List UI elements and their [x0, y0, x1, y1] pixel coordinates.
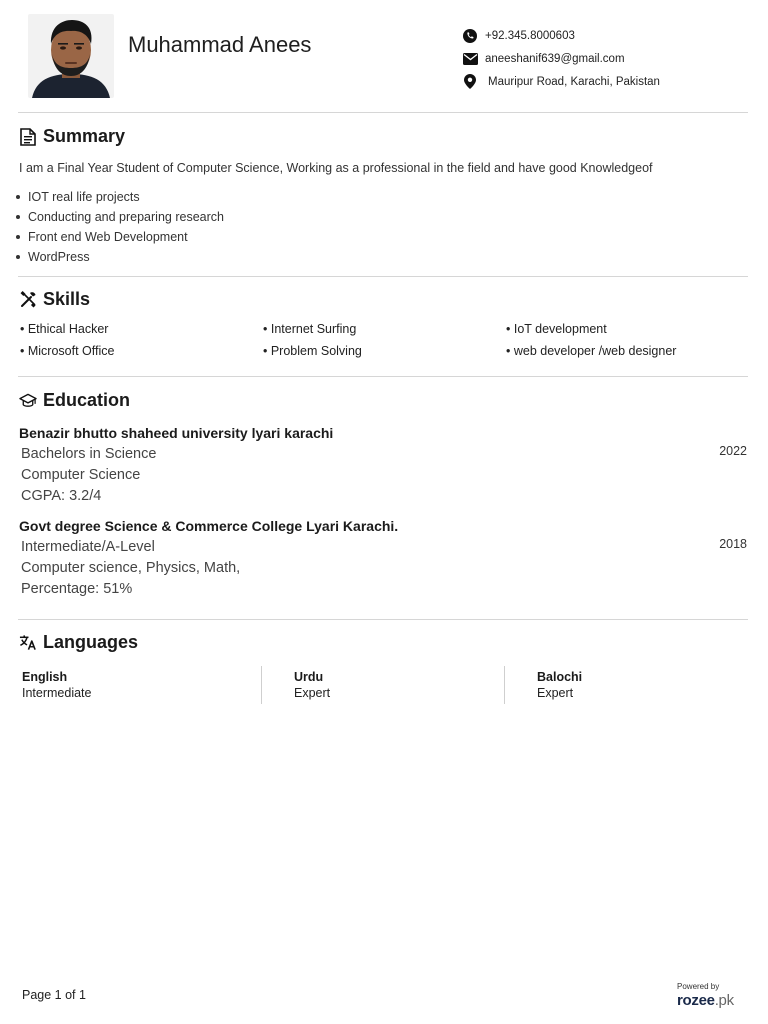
edu-degree: Bachelors in Science — [21, 446, 157, 462]
language-level: Expert — [537, 686, 574, 700]
skill-item: • web developer /web designer — [506, 344, 677, 358]
bullet-dot — [16, 215, 20, 219]
edu-degree: Intermediate/A-Level — [21, 539, 155, 555]
language-name: Urdu — [294, 670, 324, 684]
page-number: Page 1 of 1 — [22, 988, 86, 1002]
summary-points — [16, 187, 224, 267]
education-entry — [19, 515, 749, 600]
profile-photo — [28, 14, 114, 98]
contact-phone — [462, 24, 660, 47]
phone-number[interactable]: +92.345.8000603 — [485, 29, 575, 42]
edu-year: 2022 — [719, 444, 747, 458]
skills-grid — [20, 320, 750, 360]
contact-info — [462, 24, 660, 93]
education-entry — [19, 422, 749, 507]
language-name: Balochi — [537, 670, 583, 684]
resume-header — [0, 0, 768, 112]
email-address[interactable]: aneeshanif639@gmail.com — [485, 52, 625, 65]
edu-grade: CGPA: 3.2/4 — [21, 488, 102, 504]
edu-school: Govt degree Science & Commerce College Lyari Karachi. — [19, 518, 399, 534]
powered-by-label: Powered by — [677, 982, 720, 991]
languages-title: Languages — [43, 632, 139, 652]
language-item — [262, 666, 504, 704]
summary-heading — [19, 126, 125, 147]
translate-icon — [19, 634, 37, 652]
email-icon — [462, 51, 478, 67]
phone-icon — [462, 28, 478, 44]
list-item: WordPress — [16, 247, 224, 267]
list-item: Conducting and preparing research — [16, 207, 224, 227]
edu-field: Computer science, Physics, Math, — [21, 560, 241, 576]
edu-year: 2018 — [719, 537, 747, 551]
powered-by-logo — [677, 982, 747, 1012]
tools-icon — [19, 291, 37, 309]
skill-item: • Problem Solving — [263, 344, 362, 358]
bullet-dot — [16, 255, 20, 259]
education-title: Education — [43, 390, 131, 410]
candidate-name: Muhammad Anees — [128, 32, 312, 57]
bullet-dot — [16, 195, 20, 199]
graduation-cap-icon — [19, 392, 37, 410]
list-item: IOT real life projects — [16, 187, 224, 207]
list-item: Front end Web Development — [16, 227, 224, 247]
skill-item: • Internet Surfing — [263, 322, 357, 336]
language-item — [18, 666, 261, 704]
divider-summary — [18, 276, 748, 277]
skills-title: Skills — [43, 289, 91, 309]
language-level: Expert — [294, 686, 331, 700]
edu-field: Computer Science — [21, 467, 141, 483]
language-name: English — [22, 670, 68, 684]
skills-heading — [19, 289, 90, 310]
skill-item: • IoT development — [506, 322, 607, 336]
skill-item: • Microsoft Office — [20, 344, 115, 358]
divider-skills — [18, 376, 748, 377]
divider-education — [18, 619, 748, 620]
edu-school: Benazir bhutto shaheed university lyari karachi — [19, 425, 334, 441]
education-heading — [19, 390, 130, 411]
divider-header — [18, 112, 748, 113]
skill-item: • Ethical Hacker — [20, 322, 109, 336]
contact-location — [462, 70, 660, 93]
brand-logo: rozee.pk — [677, 992, 734, 1009]
languages-heading — [19, 632, 138, 653]
edu-grade: Percentage: 51% — [21, 581, 133, 597]
document-icon — [19, 128, 37, 146]
language-level: Intermediate — [22, 686, 92, 700]
language-item — [505, 666, 748, 704]
contact-email — [462, 47, 660, 70]
bullet-dot — [16, 235, 20, 239]
location-pin-icon — [462, 74, 478, 90]
location-text: Mauripur Road, Karachi, Pakistan — [488, 75, 660, 88]
summary-title: Summary — [43, 126, 126, 146]
languages-row — [18, 666, 748, 704]
summary-text: I am a Final Year Student of Computer Science, Working as a professional in the field and have good Knowledgeof — [19, 161, 653, 175]
